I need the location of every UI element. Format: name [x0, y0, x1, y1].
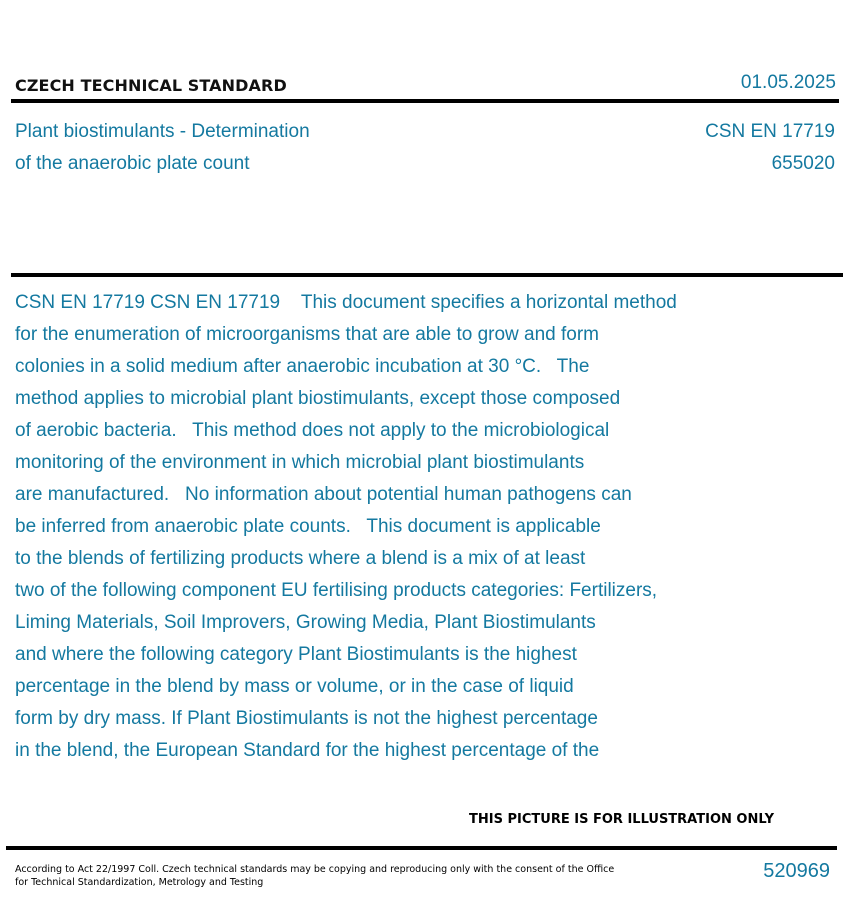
- standard-type-heading: CZECH TECHNICAL STANDARD: [15, 76, 287, 95]
- standard-title: [15, 116, 310, 180]
- classification-code: 655020: [771, 153, 835, 174]
- abstract-line: CSN EN 17719 CSN EN 17719 This document specifies a horizontal method: [15, 292, 677, 313]
- illustration-notice: THIS PICTURE IS FOR ILLUSTRATION ONLY: [469, 812, 774, 827]
- abstract-line: colonies in a solid medium after anaerobic incubation at 30 °C. The: [15, 356, 590, 377]
- abstract-line: are manufactured. No information about potential human pathogens can: [15, 484, 632, 505]
- standard-title-line: Plant biostimulants - Determination: [15, 121, 310, 142]
- abstract-line: monitoring of the environment in which microbial plant biostimulants: [15, 452, 585, 473]
- legal-line: for Technical Standardization, Metrology and Testing: [15, 877, 264, 888]
- header-divider: [11, 99, 839, 103]
- abstract-line: to the blends of fertilizing products where a blend is a mix of at least: [15, 548, 586, 569]
- standard-title-line: of the anaerobic plate count: [15, 153, 250, 174]
- abstract-line: form by dry mass. If Plant Biostimulants is not the highest percentage: [15, 708, 598, 729]
- abstract-line: method applies to microbial plant biostimulants, except those composed: [15, 388, 621, 409]
- publication-date: 01.05.2025: [740, 72, 836, 93]
- abstract-line: and where the following category Plant Biostimulants is the highest: [15, 644, 577, 665]
- abstract-line: percentage in the blend by mass or volume, or in the case of liquid: [15, 676, 574, 697]
- abstract-line: for the enumeration of microorganisms that are able to grow and form: [15, 324, 600, 345]
- standard-code: CSN EN 17719: [705, 121, 835, 142]
- section-divider: [11, 273, 843, 277]
- legal-line: According to Act 22/1997 Coll. Czech technical standards may be copying and reproducing only with the consent of the Office: [15, 864, 615, 875]
- abstract-line: in the blend, the European Standard for the highest percentage of the: [15, 740, 600, 761]
- standard-codes: [705, 116, 835, 180]
- abstract-line: Liming Materials, Soil Improvers, Growing Media, Plant Biostimulants: [15, 612, 596, 633]
- abstract-line: of aerobic bacteria. This method does not apply to the microbiological: [15, 420, 610, 441]
- abstract-line: be inferred from anaerobic plate counts. This document is applicable: [15, 516, 601, 537]
- abstract-text: [15, 287, 677, 767]
- document-id: 520969: [763, 860, 830, 882]
- footer-divider: [6, 846, 837, 850]
- abstract-line: two of the following component EU fertilising products categories: Fertilizers,: [15, 580, 658, 601]
- legal-notice: [15, 863, 614, 889]
